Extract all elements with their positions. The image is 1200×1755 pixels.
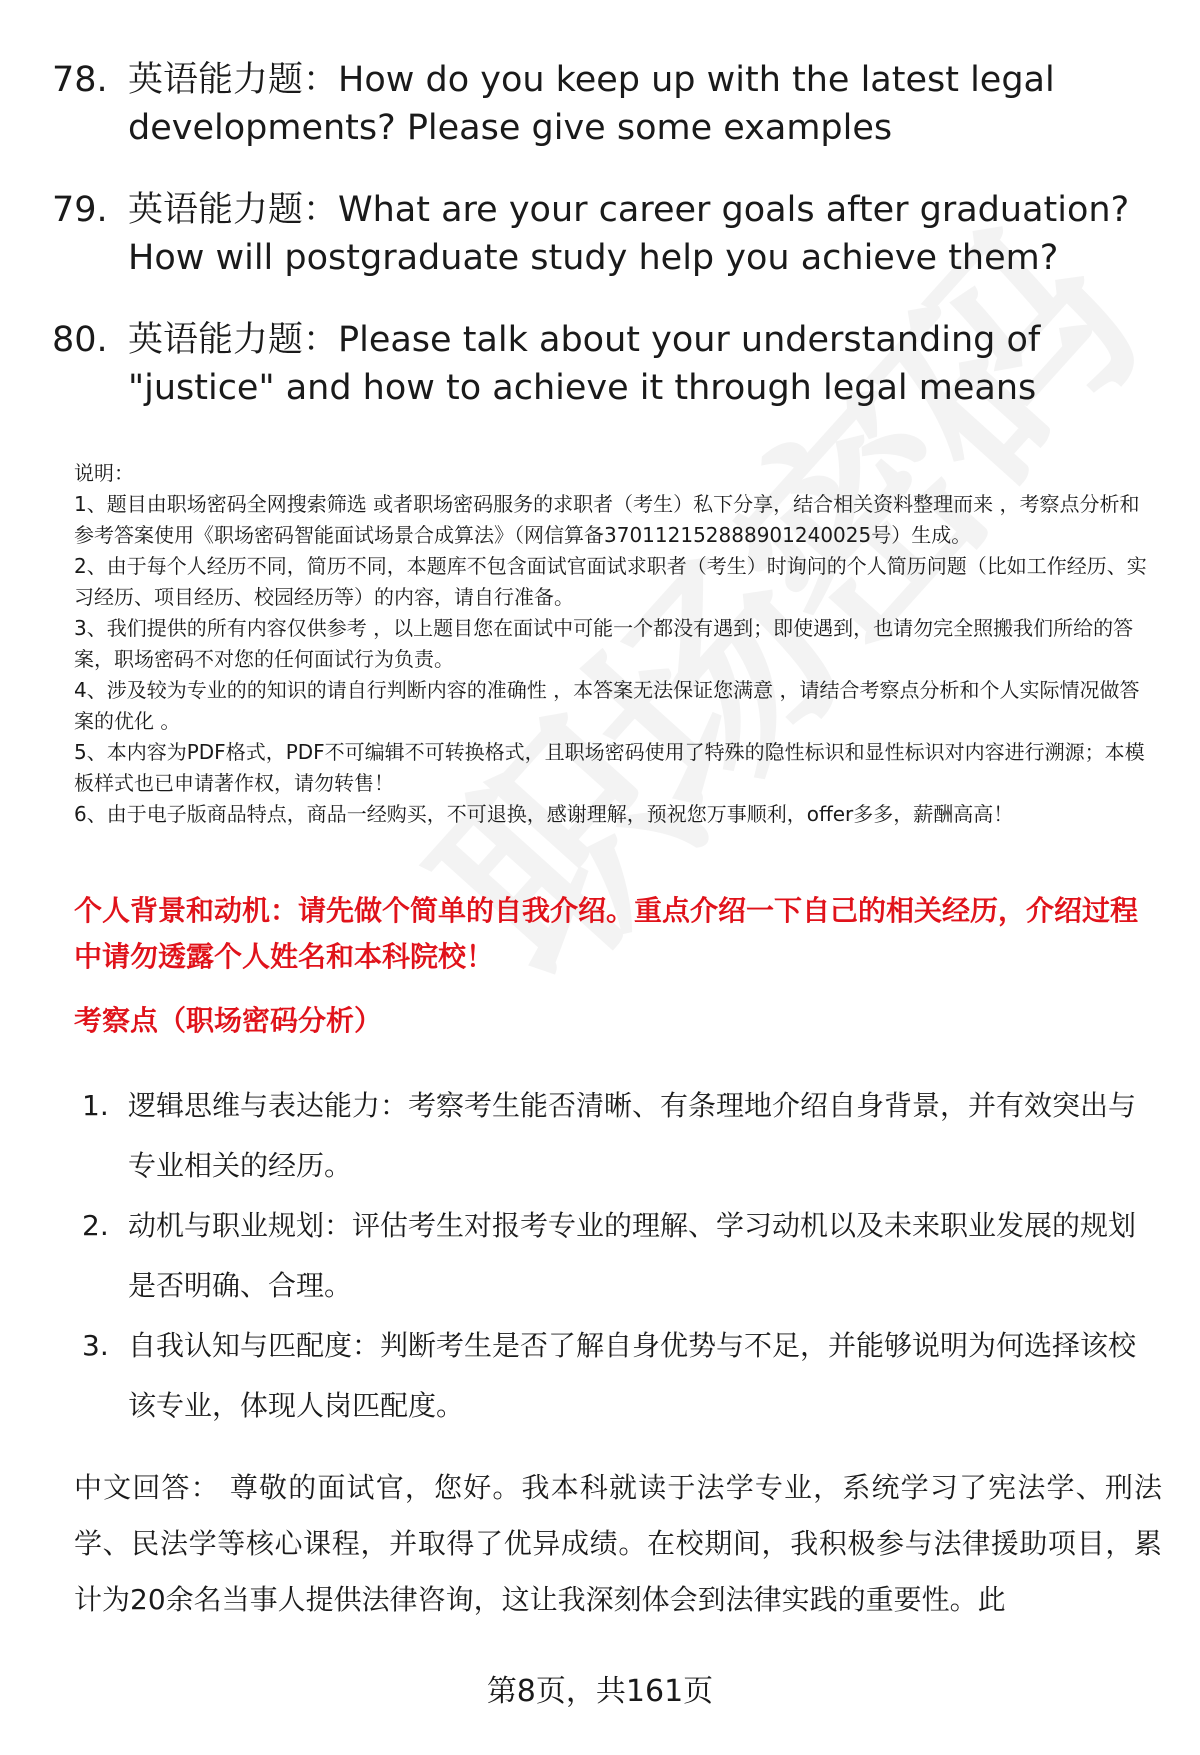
- question-item: [52, 186, 1162, 282]
- point-text: 动机与职业规划：评估考生对报考专业的理解、学习动机以及未来职业发展的规划是否明确、合理。: [128, 1209, 1137, 1302]
- point-text: 逻辑思维与表达能力：考察考生能否清晰、有条理地介绍自身背景，并有效突出与专业相关的经历。: [128, 1089, 1137, 1182]
- answer-text: 中文回答： 尊敬的面试官，您好。我本科就读于法学专业，系统学习了宪法学、刑法学、民法学等核心课程，并取得了优异成绩。在校期间，我积极参与法律援助项目，累计为20余名当事人提供法律咨询，这让我深刻体会到法律实践的重要性。此: [74, 1471, 1162, 1616]
- point-number: 3.: [82, 1329, 109, 1362]
- question-text: 英语能力题：What are your career goals after graduation? How will postgraduate study help you achieve them?: [128, 190, 1130, 278]
- notes-title: 说明：: [74, 461, 134, 485]
- section-heading: 个人背景和动机：请先做个简单的自我介绍。重点介绍一下自己的相关经历，介绍过程中请勿透露个人姓名和本科院校！: [74, 894, 1139, 973]
- analysis-point: [82, 1316, 1162, 1436]
- note-item: 6、由于电子版商品特点，商品一经购买，不可退换，感谢理解，预祝您万事顺利，offer多多，薪酬高高！: [74, 802, 1014, 826]
- note-item: 1、题目由职场密码全网搜索筛选 或者职场密码服务的求职者（考生）私下分享，结合相关资料整理而来 ，考察点分析和参考答案使用《职场密码智能面试场景合成算法》（网信算备370112152888901240025号）生成。: [74, 492, 1140, 547]
- analysis-title: 考察点（职场密码分析）: [74, 1004, 383, 1037]
- question-item: [52, 316, 1162, 412]
- question-number: 78.: [52, 60, 108, 100]
- point-number: 2.: [82, 1209, 109, 1242]
- question-text: 英语能力题：Please talk about your understanding of "justice" and how to achieve it through legal means: [128, 320, 1041, 408]
- point-number: 1.: [82, 1089, 109, 1122]
- note-item: 3、我们提供的所有内容仅供参考 ，以上题目您在面试中可能一个都没有遇到；即使遇到，也请勿完全照搬我们所给的答案，职场密码不对您的任何面试行为负责。: [74, 616, 1134, 671]
- analysis-point: [82, 1196, 1162, 1316]
- analysis-points: [82, 1076, 1162, 1436]
- analysis-point: [82, 1076, 1162, 1196]
- question-text: 英语能力题：How do you keep up with the latest legal developments? Please give some examples: [128, 60, 1055, 148]
- page-footer: 第8页，共161页: [486, 1674, 714, 1709]
- point-text: 自我认知与匹配度：判断考生是否了解自身优势与不足，并能够说明为何选择该校该专业，体现人岗匹配度。: [128, 1329, 1137, 1422]
- question-number: 80.: [52, 320, 108, 360]
- question-item: [52, 56, 1162, 152]
- note-item: 2、由于每个人经历不同，简历不同，本题库不包含面试官面试求职者（考生）时询问的个人简历问题（比如工作经历、实习经历、项目经历、校园经历等）的内容，请自行准备。: [74, 554, 1147, 609]
- note-item: 5、本内容为PDF格式，PDF不可编辑不可转换格式，且职场密码使用了特殊的隐性标识和显性标识对内容进行溯源；本模板样式也已申请著作权，请勿转售！: [74, 740, 1145, 795]
- note-item: 4、涉及较为专业的的知识的请自行判断内容的准确性 ，本答案无法保证您满意 ，请结合考察点分析和个人实际情况做答案的优化 。: [74, 678, 1140, 733]
- question-list: [52, 56, 1162, 446]
- question-number: 79.: [52, 190, 108, 230]
- notes-block: [74, 458, 1159, 830]
